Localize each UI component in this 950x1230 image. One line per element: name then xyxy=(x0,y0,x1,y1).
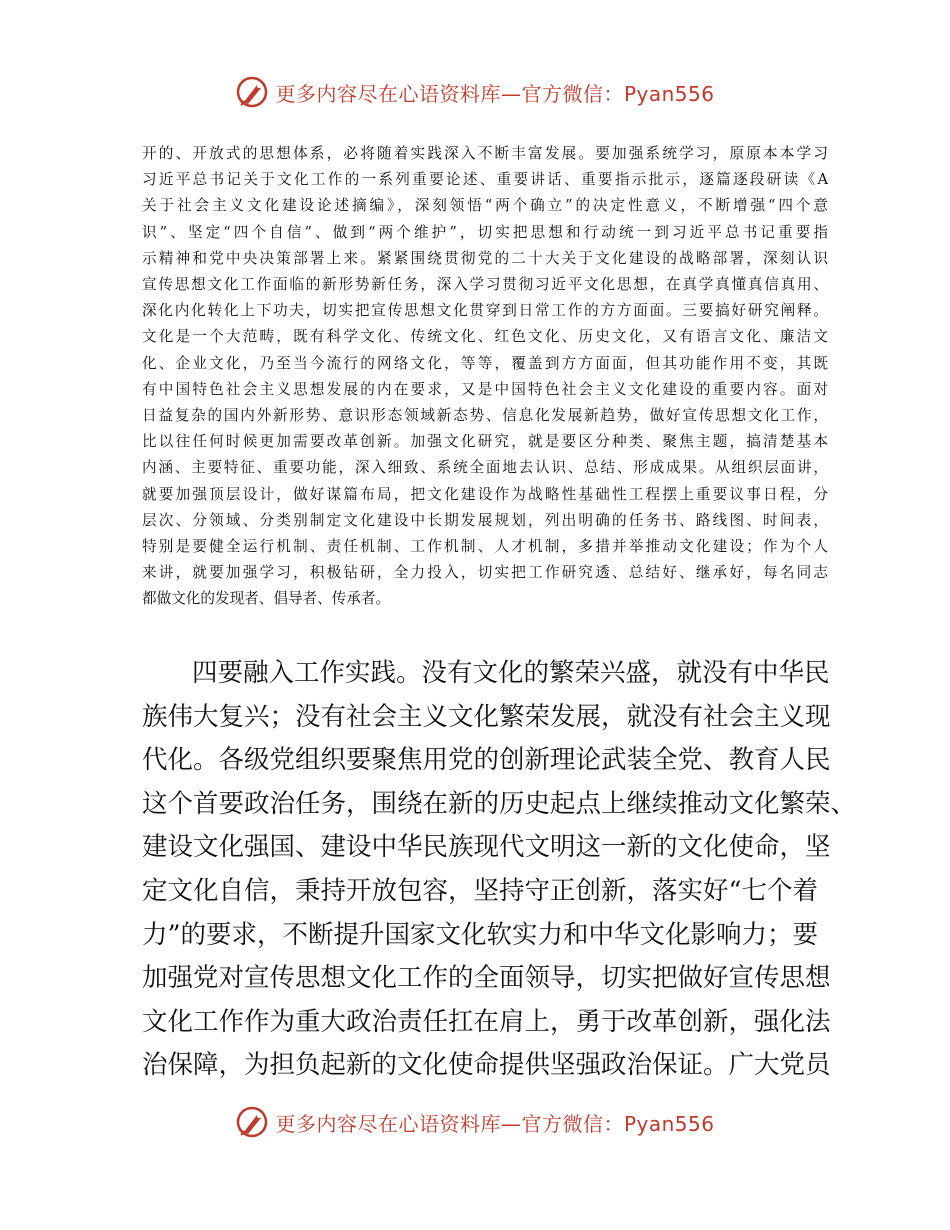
small-line: 有中国特色社会主义思想发展的内在要求，又是中国特色社会主义文化建设的重要内容。面对 xyxy=(142,380,828,398)
small-line: 层次、分领域、分类别制定文化建设中长期发展规划，列出明确的任务书、路线图、时间表， xyxy=(142,511,828,529)
footer-banner xyxy=(0,1100,950,1144)
small-line: 比以往任何时候更加需要改革创新。加强文化研究，就是要区分种类、聚焦主题，搞清楚基本 xyxy=(142,433,828,451)
footer-banner-text: 更多内容尽在心语资料库—官方微信：Pyan556 xyxy=(275,1111,715,1136)
small-line: 都做文化的发现者、倡导者、传承者。 xyxy=(142,590,391,608)
small-paragraph xyxy=(142,141,828,613)
small-line: 开的、开放式的思想体系，必将随着实践深入不断丰富发展。要加强系统学习，原原本本学习 xyxy=(142,145,828,162)
small-line: 日益复杂的国内外新形势、意识形态领域新态势、信息化发展新趋势，做好宣传思想文化工作， xyxy=(142,407,828,425)
small-line: 宣传思想文化工作面临的新形势新任务，深入学习贯彻习近平文化思想，在真学真懂真信真用、 xyxy=(142,276,828,294)
small-line: 就要加强顶层设计，做好谋篇布局，把文化建设作为战略性基础性工程摆上重要议事日程，分 xyxy=(142,485,828,503)
small-line: 来讲，就要加强学习，积极钻研，全力投入，切实把工作研究透、总结好、继承好，每名同志 xyxy=(142,564,828,582)
small-line: 文化是一个大范畴，既有科学文化、传统文化、红色文化、历史文化，又有语言文化、廉洁文 xyxy=(142,328,828,346)
header-banner-text: 更多内容尽在心语资料库—官方微信：Pyan556 xyxy=(275,81,715,106)
small-line: 内涵、主要特征、重要功能，深入细致、系统全面地去认识、总结、形成成果。从组织层面讲， xyxy=(142,459,828,477)
small-line: 习近平总书记关于文化工作的一系列重要论述、重要讲话、重要指示批示，逐篇逐段研读《A xyxy=(142,171,828,189)
large-line: 力”的要求，不断提升国家文化软实力和中华文化影响力；要 xyxy=(142,919,819,950)
small-line: 识”、坚定“四个自信”、做到“两个维护”，切实把思想和行动统一到习近平总书记重要指 xyxy=(142,223,828,241)
small-line: 化、企业文化，乃至当今流行的网络文化，等等，覆盖到方方面面，但其功能作用不变，其既 xyxy=(142,354,828,372)
fountain-pen-logo-icon xyxy=(235,75,269,109)
large-paragraph xyxy=(142,652,857,1088)
large-line: 定文化自信，秉持开放包容，坚持守正创新，落实好“七个着 xyxy=(142,875,819,906)
large-line: 治保障，为担负起新的文化使命提供坚强政治保证。广大党员 xyxy=(142,1050,831,1081)
small-line: 深化内化转化上下功夫，切实把宣传思想文化贯穿到日常工作的方方面面。三要搞好研究阐释。 xyxy=(142,302,828,320)
large-line: 四要融入工作实践。没有文化的繁荣兴盛，就没有中华民 xyxy=(192,658,830,688)
large-line: 代化。各级党组织要聚焦用党的创新理论武装全党、教育人民 xyxy=(142,745,831,776)
large-line: 族伟大复兴；没有社会主义文化繁荣发展，就没有社会主义现 xyxy=(142,701,831,732)
large-line: 这个首要政治任务，围绕在新的历史起点上继续推动文化繁荣、 xyxy=(142,788,857,819)
large-line: 文化工作作为重大政治责任扛在肩上，勇于改革创新，强化法 xyxy=(142,1006,831,1037)
small-line: 特别是要健全运行机制、责任机制、工作机制、人才机制，多措并举推动文化建设；作为个人 xyxy=(142,538,828,556)
small-line: 关于社会主义文化建设论述摘编》，深刻领悟“两个确立”的决定性意义，不断增强“四个意 xyxy=(142,197,828,215)
fountain-pen-logo-icon xyxy=(235,1105,269,1139)
large-line: 加强党对宣传思想文化工作的全面领导，切实把做好宣传思想 xyxy=(142,963,831,994)
small-line: 示精神和党中央决策部署上来。紧紧围绕贯彻党的二十大关于文化建设的战略部署，深刻认识 xyxy=(142,249,828,267)
large-line: 建设文化强国、建设中华民族现代文明这一新的文化使命，坚 xyxy=(142,832,831,863)
header-banner xyxy=(0,70,950,114)
